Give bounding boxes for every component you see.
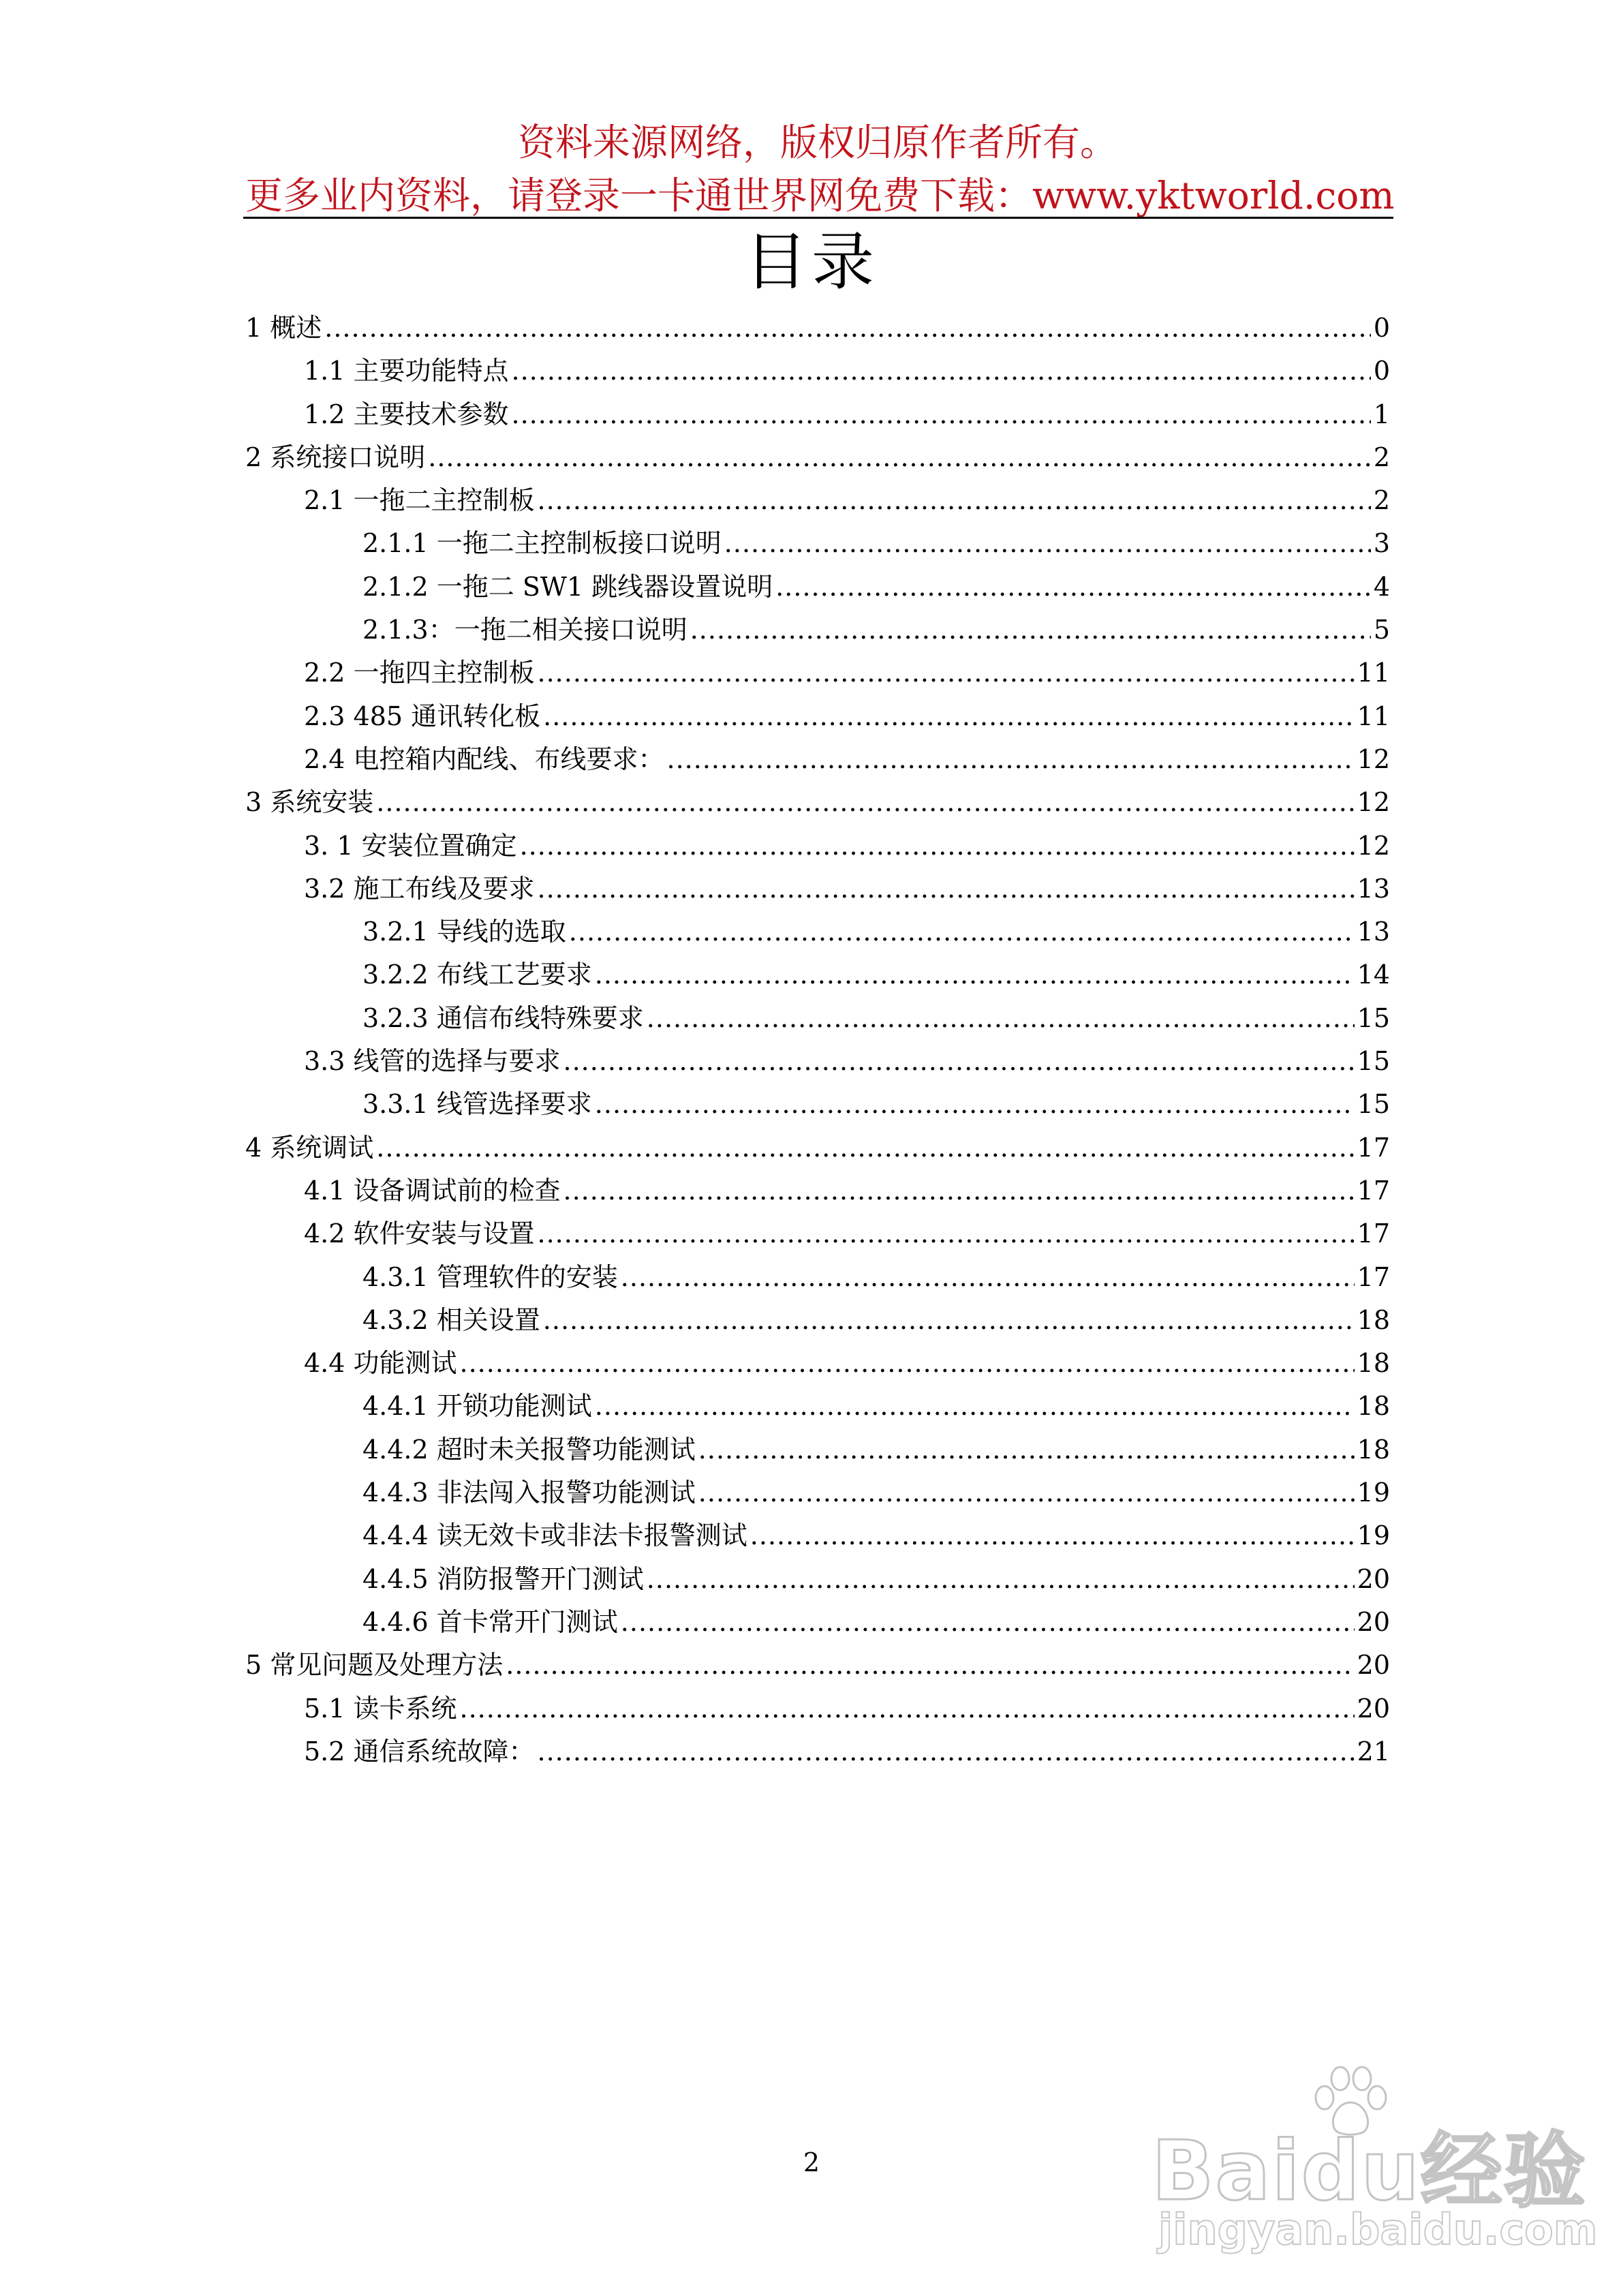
toc-entry-title: 4.4.5 消防报警开门测试: [362, 1563, 644, 1594]
toc-entry-title: 4.4.3 非法闯入报警功能测试: [362, 1478, 696, 1508]
toc-entry-title: 3.3 线管的选择与要求: [304, 1046, 561, 1077]
toc-entry-page: 17: [1357, 1132, 1390, 1163]
page-number: 2: [803, 2147, 820, 2177]
header-line-2: 更多业内资料，请登录一卡通世界网免费下载：www.yktworld.com: [245, 174, 1395, 217]
toc-dot-leader: [538, 1730, 1355, 1773]
toc-dot-leader: [512, 350, 1371, 393]
toc-dot-leader: [460, 1687, 1355, 1730]
toc-dot-leader: [512, 393, 1371, 436]
toc-dot-leader: [690, 609, 1371, 652]
toc-dot-leader: [460, 1342, 1355, 1385]
toc-entry-page: 13: [1357, 917, 1390, 947]
toc-dot-leader: [698, 1471, 1355, 1514]
toc-entry-page: 4: [1373, 571, 1390, 602]
toc-entry[interactable]: [245, 1514, 1390, 1557]
toc-entry[interactable]: [245, 1730, 1390, 1773]
toc-entry[interactable]: [245, 781, 1390, 824]
toc-dot-leader: [698, 1428, 1355, 1471]
table-of-contents: [245, 307, 1390, 1773]
toc-entry[interactable]: [245, 997, 1390, 1040]
toc-entry-page: 17: [1357, 1219, 1390, 1249]
toc-entry-title: 4.1 设备调试前的检查: [304, 1175, 561, 1206]
toc-entry-page: 3: [1373, 528, 1390, 559]
toc-entry-title: 2.2 一拖四主控制板: [304, 658, 535, 688]
toc-entry-page: 0: [1373, 356, 1390, 386]
toc-entry-title: 4.4.1 开锁功能测试: [362, 1391, 592, 1422]
toc-dot-leader: [595, 1083, 1355, 1126]
toc-entry[interactable]: [245, 1212, 1390, 1255]
toc-entry-title: 1 概述: [245, 313, 322, 343]
toc-entry-title: 5.1 读卡系统: [304, 1693, 457, 1724]
toc-entry-page: 20: [1357, 1650, 1390, 1681]
toc-entry-title: 2.1.3：一拖二相关接口说明: [362, 615, 687, 645]
toc-entry[interactable]: [245, 868, 1390, 910]
toc-entry-page: 18: [1357, 1434, 1390, 1465]
toc-entry[interactable]: [245, 738, 1390, 781]
toc-dot-leader: [563, 1169, 1355, 1212]
toc-dot-leader: [647, 1558, 1355, 1601]
copyright-header: [245, 116, 1395, 222]
toc-dot-leader: [538, 868, 1355, 910]
toc-entry[interactable]: [245, 1471, 1390, 1514]
header-line-1: 资料来源网络，版权归原作者所有。: [517, 121, 1117, 164]
toc-entry-title: 4 系统调试: [245, 1132, 374, 1163]
toc-entry[interactable]: [245, 825, 1390, 868]
toc-entry-title: 4.3.1 管理软件的安装: [362, 1261, 618, 1292]
toc-entry[interactable]: [245, 953, 1390, 996]
toc-entry[interactable]: [245, 609, 1390, 652]
toc-dot-leader: [621, 1256, 1355, 1299]
toc-entry[interactable]: [245, 1428, 1390, 1471]
toc-entry-page: 15: [1357, 1046, 1390, 1077]
toc-entry-title: 3.2.2 布线工艺要求: [362, 960, 592, 990]
toc-dot-leader: [647, 997, 1355, 1040]
toc-entry[interactable]: [245, 695, 1390, 738]
toc-dot-leader: [428, 436, 1371, 479]
toc-entry-title: 1.2 主要技术参数: [304, 399, 509, 429]
toc-entry[interactable]: [245, 436, 1390, 479]
toc-entry-title: 5 常见问题及处理方法: [245, 1650, 504, 1681]
toc-entry-page: 5: [1373, 615, 1390, 645]
toc-dot-leader: [520, 825, 1355, 868]
toc-entry[interactable]: [245, 1299, 1390, 1342]
toc-entry-page: 15: [1357, 1089, 1390, 1120]
toc-entry-page: 17: [1357, 1261, 1390, 1292]
toc-dot-leader: [750, 1514, 1355, 1557]
header-divider: [243, 217, 1393, 219]
watermark-logo: Baidu经验: [1151, 2124, 1587, 2219]
toc-entry-title: 2.4 电控箱内配线、布线要求：: [304, 744, 664, 774]
toc-entry[interactable]: [245, 522, 1390, 565]
toc-entry[interactable]: [245, 393, 1390, 436]
toc-entry-title: 3.3.1 线管选择要求: [362, 1089, 592, 1120]
toc-entry-title: 4.3.2 相关设置: [362, 1304, 540, 1335]
toc-dot-leader: [724, 522, 1371, 565]
toc-entry[interactable]: [245, 1342, 1390, 1385]
toc-entry-page: 1: [1373, 399, 1390, 429]
baidu-jingyan-watermark: [1151, 2051, 1598, 2276]
toc-entry-title: 2.1.1 一拖二主控制板接口说明: [362, 528, 722, 559]
toc-entry[interactable]: [245, 1256, 1390, 1299]
toc-entry[interactable]: [245, 350, 1390, 393]
toc-entry[interactable]: [245, 479, 1390, 522]
toc-entry-page: 13: [1357, 873, 1390, 904]
toc-dot-leader: [569, 910, 1355, 953]
toc-entry-page: 14: [1357, 960, 1390, 990]
toc-entry-page: 20: [1357, 1606, 1390, 1637]
toc-dot-leader: [621, 1601, 1355, 1644]
toc-entry-title: 3.2.1 导线的选取: [362, 917, 566, 947]
toc-dot-leader: [506, 1644, 1354, 1687]
toc-dot-leader: [376, 781, 1354, 824]
toc-entry[interactable]: [245, 307, 1390, 350]
toc-entry-title: 4.4.2 超时未关报警功能测试: [362, 1434, 696, 1465]
watermark-url: jingyan.baidu.com: [1158, 2205, 1598, 2254]
toc-dot-leader: [324, 307, 1371, 350]
toc-entry-page: 18: [1357, 1348, 1390, 1379]
toc-entry-page: 18: [1357, 1391, 1390, 1422]
toc-entry-page: 0: [1373, 313, 1390, 343]
toc-entry-title: 2.3 485 通讯转化板: [304, 701, 541, 731]
toc-entry-page: 19: [1357, 1520, 1390, 1551]
toc-entry-title: 4.4.6 首卡常开门测试: [362, 1606, 618, 1637]
toc-entry-page: 19: [1357, 1478, 1390, 1508]
toc-dot-leader: [376, 1127, 1354, 1169]
toc-entry-title: 2.1.2 一拖二 SW1 跳线器设置说明: [362, 571, 773, 602]
toc-entry-title: 4.2 软件安装与设置: [304, 1219, 535, 1249]
toc-entry-title: 3.2.3 通信布线特殊要求: [362, 1002, 644, 1033]
toc-entry-page: 21: [1357, 1736, 1390, 1766]
toc-entry[interactable]: [245, 566, 1390, 609]
toc-entry-page: 17: [1357, 1175, 1390, 1206]
toc-dot-leader: [775, 566, 1371, 609]
toc-entry-page: 2: [1373, 442, 1390, 472]
toc-dot-leader: [595, 1385, 1355, 1428]
toc-dot-leader: [563, 1040, 1355, 1083]
toc-entry[interactable]: [245, 910, 1390, 953]
toc-entry-title: 4.4.4 读无效卡或非法卡报警测试: [362, 1520, 747, 1551]
toc-entry[interactable]: [245, 1083, 1390, 1126]
toc-entry-title: 4.4 功能测试: [304, 1348, 457, 1379]
toc-entry[interactable]: [245, 1169, 1390, 1212]
toc-entry[interactable]: [245, 1040, 1390, 1083]
toc-entry[interactable]: [245, 1687, 1390, 1730]
toc-dot-leader: [538, 1212, 1355, 1255]
toc-entry-title: 3. 1 安装位置确定: [304, 830, 517, 861]
toc-entry-page: 12: [1357, 787, 1390, 818]
toc-entry-page: 20: [1357, 1563, 1390, 1594]
toc-entry-title: 2 系统接口说明: [245, 442, 426, 472]
toc-entry[interactable]: [245, 1127, 1390, 1169]
toc-entry-page: 18: [1357, 1304, 1390, 1335]
toc-entry-title: 3.2 施工布线及要求: [304, 873, 535, 904]
toc-dot-leader: [543, 695, 1355, 738]
toc-entry-page: 11: [1357, 658, 1390, 688]
toc-entry[interactable]: [245, 1601, 1390, 1644]
toc-entry-page: 11: [1357, 701, 1390, 731]
toc-dot-leader: [667, 738, 1355, 781]
toc-entry-title: 2.1 一拖二主控制板: [304, 485, 535, 516]
toc-entry-page: 15: [1357, 1002, 1390, 1033]
toc-entry-page: 12: [1357, 830, 1390, 861]
toc-dot-leader: [543, 1299, 1355, 1342]
toc-entry-page: 2: [1373, 485, 1390, 516]
toc-entry-page: 20: [1357, 1693, 1390, 1724]
toc-entry-title: 5.2 通信系统故障：: [304, 1736, 535, 1766]
toc-entry-title: 3 系统安装: [245, 787, 374, 818]
toc-entry[interactable]: [245, 652, 1390, 694]
toc-dot-leader: [538, 652, 1355, 694]
toc-entry-title: 1.1 主要功能特点: [304, 356, 509, 386]
toc-entry[interactable]: [245, 1558, 1390, 1601]
toc-entry[interactable]: [245, 1385, 1390, 1428]
toc-entry[interactable]: [245, 1644, 1390, 1687]
toc-dot-leader: [538, 479, 1371, 522]
page-title: 目录: [744, 226, 878, 299]
toc-dot-leader: [595, 953, 1355, 996]
toc-entry-page: 12: [1357, 744, 1390, 774]
